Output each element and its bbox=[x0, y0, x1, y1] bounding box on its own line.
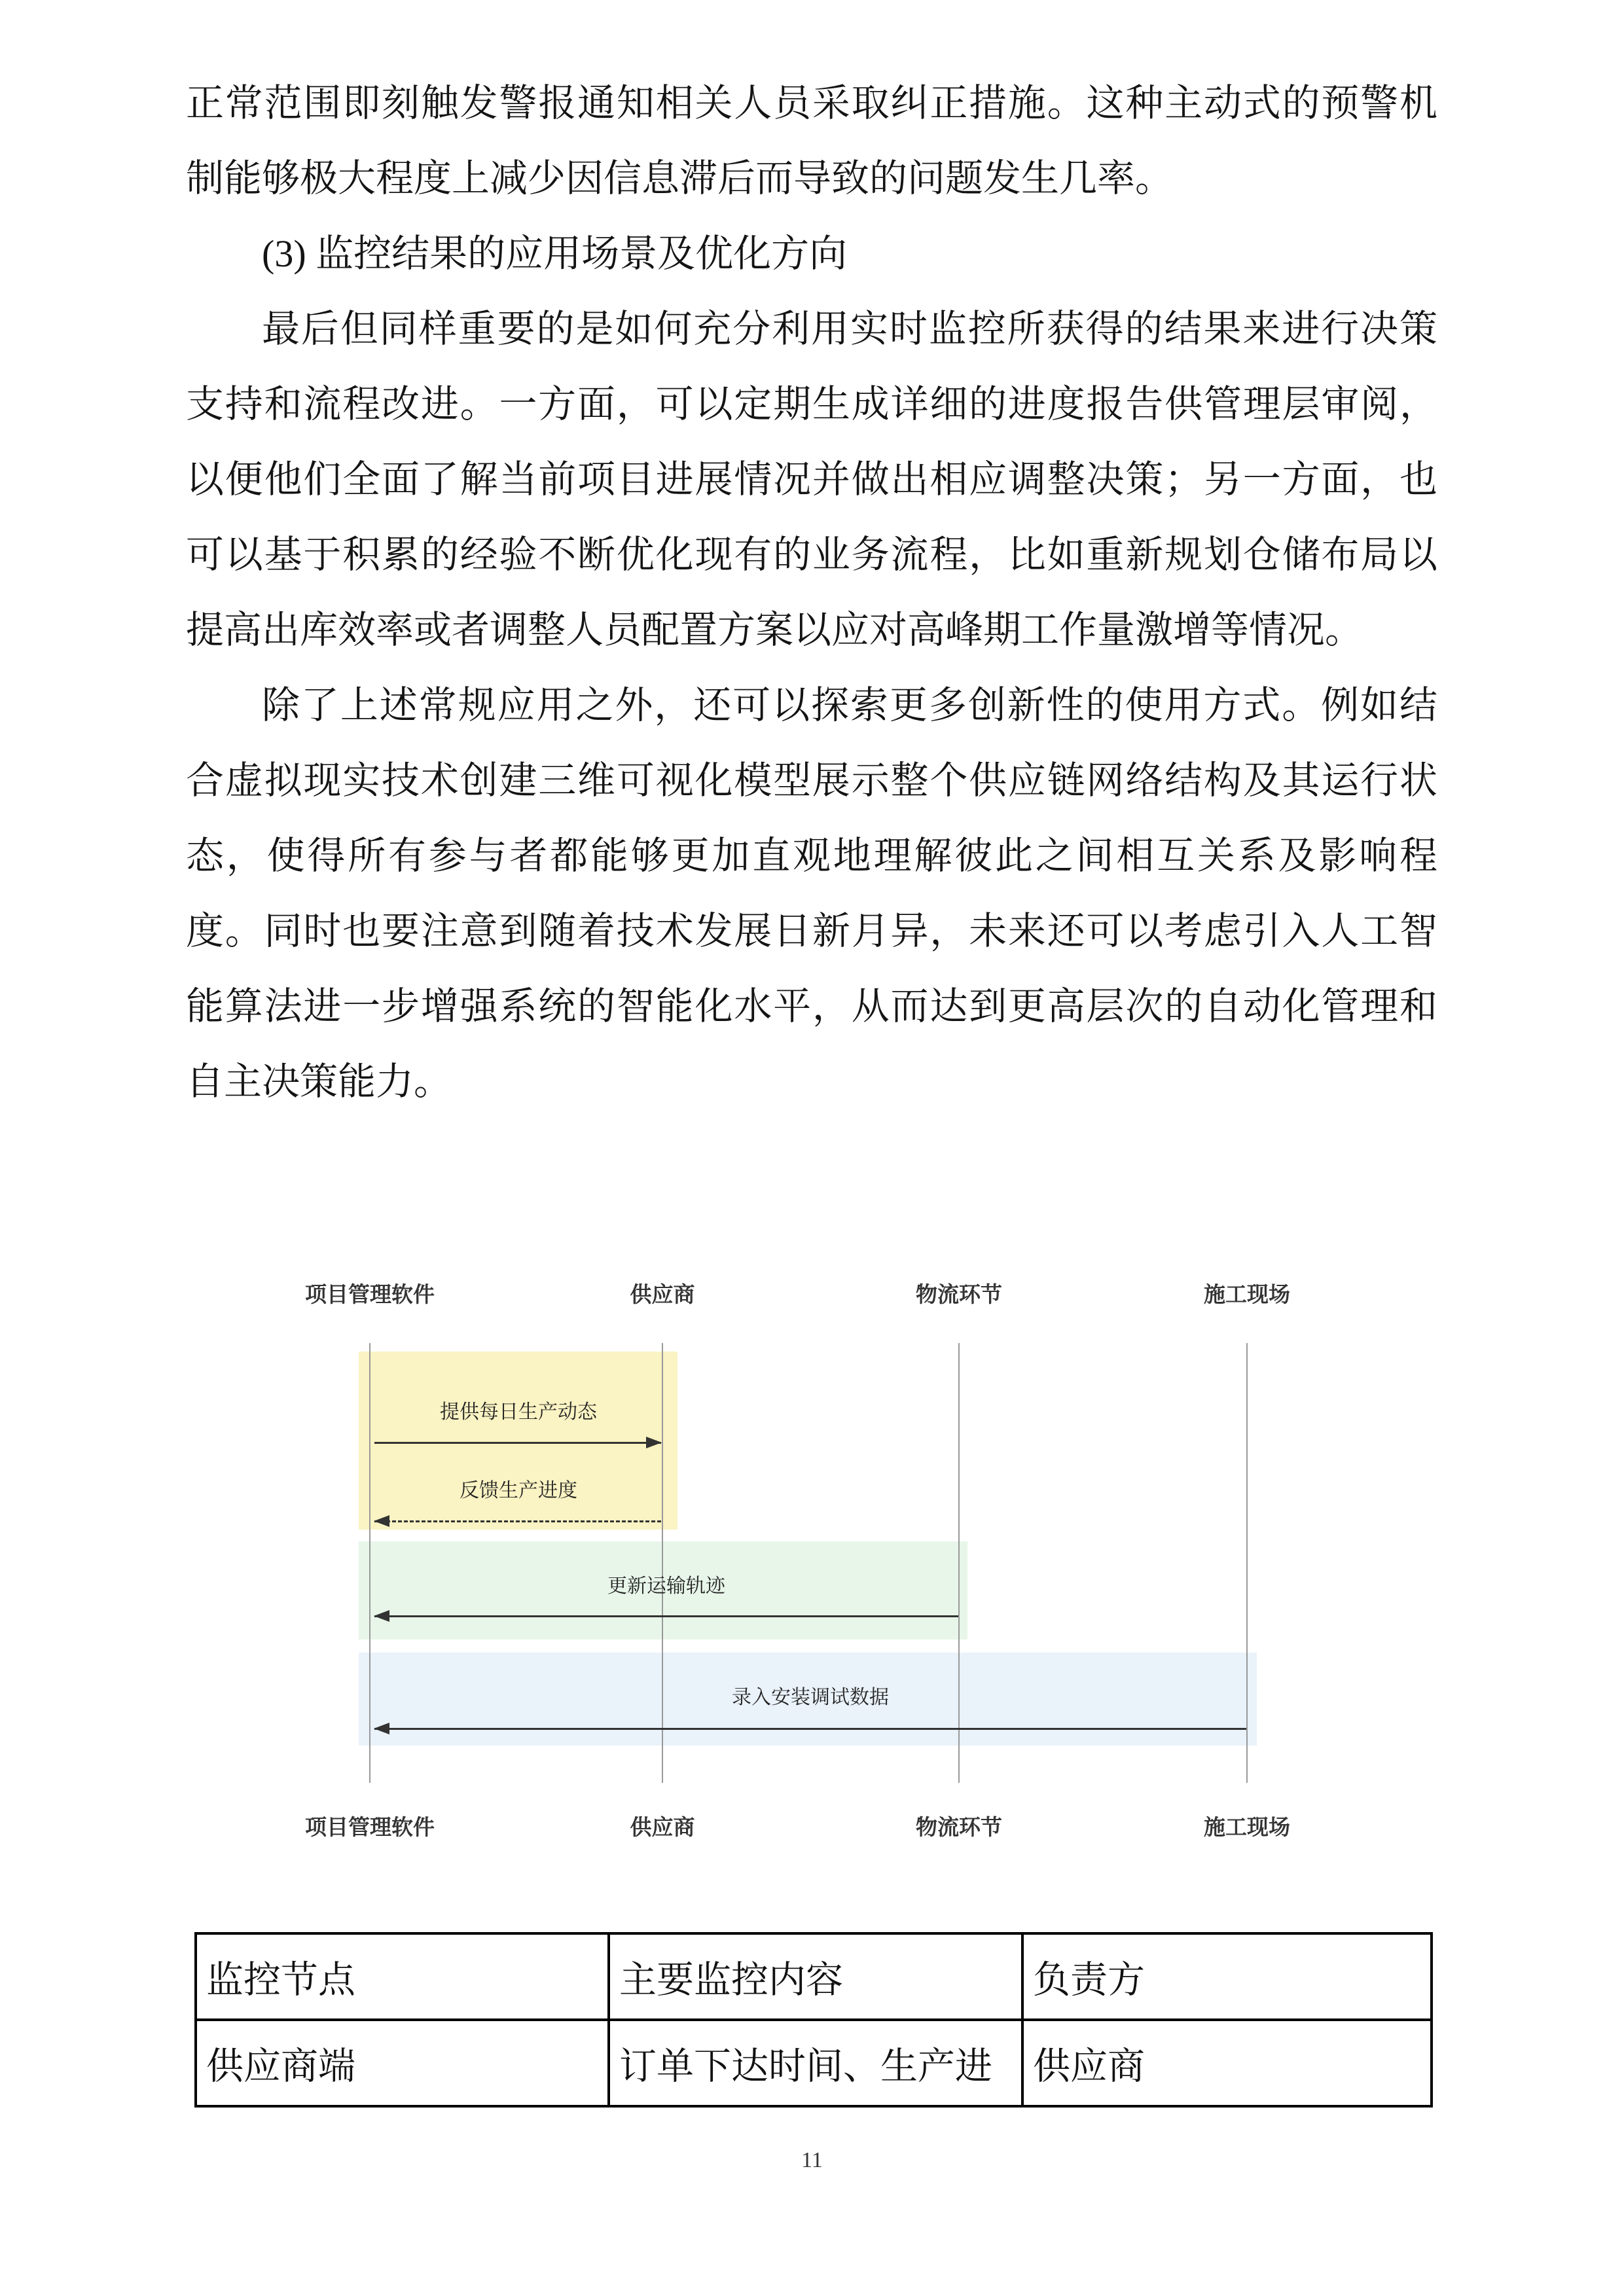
sequence-diagram bbox=[0, 1270, 1624, 1859]
section-heading: (3) 监控结果的应用场景及优化方向 bbox=[262, 232, 848, 275]
table-header-content: 主要监控内容 bbox=[609, 1933, 1022, 2020]
message-arrow-left bbox=[374, 1728, 1246, 1730]
message-arrow-right bbox=[374, 1442, 661, 1444]
table-cell-node: 供应商端 bbox=[196, 2020, 609, 2106]
arrowhead-right-icon bbox=[646, 1437, 662, 1448]
group-box-supplier-stage bbox=[359, 1352, 677, 1530]
lifeline-site bbox=[1246, 1343, 1248, 1783]
message-arrow-left bbox=[374, 1615, 958, 1617]
actor-label-site-bottom: 施工现场 bbox=[1204, 1815, 1290, 1839]
arrowhead-left-icon bbox=[374, 1515, 389, 1527]
lifeline-logistics bbox=[958, 1343, 960, 1783]
actor-label-supplier-top: 供应商 bbox=[630, 1282, 695, 1306]
body-text-section bbox=[186, 65, 1437, 1119]
monitoring-table bbox=[194, 1932, 1433, 2108]
actor-label-project-software-top: 项目管理软件 bbox=[305, 1282, 435, 1306]
table-header-responsible: 负责方 bbox=[1022, 1933, 1432, 2020]
table-cell-content: 订单下达时间、生产进 bbox=[609, 2020, 1022, 2106]
message-arrow-left-dashed bbox=[374, 1520, 661, 1522]
message-label: 录入安装调试数据 bbox=[732, 1687, 889, 1708]
actor-label-logistics-top: 物流环节 bbox=[916, 1282, 1002, 1306]
arrowhead-left-icon bbox=[374, 1723, 389, 1734]
actor-label-project-software-bottom: 项目管理软件 bbox=[305, 1815, 435, 1839]
message-label: 反馈生产进度 bbox=[460, 1480, 577, 1501]
table-cell-responsible: 供应商 bbox=[1022, 2020, 1432, 2106]
paragraph-continuation: 正常范围即刻触发警报通知相关人员采取纠正措施。这种主动式的预警机制能够极大程度上减少因信息滞后而导致的问题发生几率。 bbox=[186, 82, 1437, 200]
paragraph: 最后但同样重要的是如何充分利用实时监控所获得的结果来进行决策支持和流程改进。一方面，可以定期生成详细的进度报告供管理层审阅，以便他们全面了解当前项目进展情况并做出相应调整决策；另一方面，也可以基于积累的经验不断优化现有的业务流程，比如重新规划仓储布局以提高出库效率或者调整人员配置方案以应对高峰期工作量激增等情况。 bbox=[186, 308, 1437, 651]
actor-label-logistics-bottom: 物流环节 bbox=[916, 1815, 1002, 1839]
table-header-node: 监控节点 bbox=[196, 1933, 609, 2020]
arrowhead-left-icon bbox=[374, 1610, 389, 1622]
page-number: 11 bbox=[801, 2148, 823, 2172]
lifeline-project-software bbox=[369, 1343, 370, 1783]
table-row bbox=[196, 2020, 1432, 2106]
message-label: 更新运输轨迹 bbox=[607, 1575, 725, 1597]
actor-label-supplier-bottom: 供应商 bbox=[630, 1815, 695, 1839]
message-label: 提供每日生产动态 bbox=[440, 1401, 597, 1423]
actor-label-site-top: 施工现场 bbox=[1204, 1282, 1290, 1306]
table-header-row bbox=[196, 1933, 1432, 2020]
paragraph: 除了上述常规应用之外，还可以探索更多创新性的使用方式。例如结合虚拟现实技术创建三维可视化模型展示整个供应链网络结构及其运行状态，使得所有参与者都能够更加直观地理解彼此之间相互关系及影响程度。同时也要注意到随着技术发展日新月异，未来还可以考虑引入人工智能算法进一步增强系统的智能化水平，从而达到更高层次的自动化管理和自主决策能力。 bbox=[186, 684, 1437, 1103]
